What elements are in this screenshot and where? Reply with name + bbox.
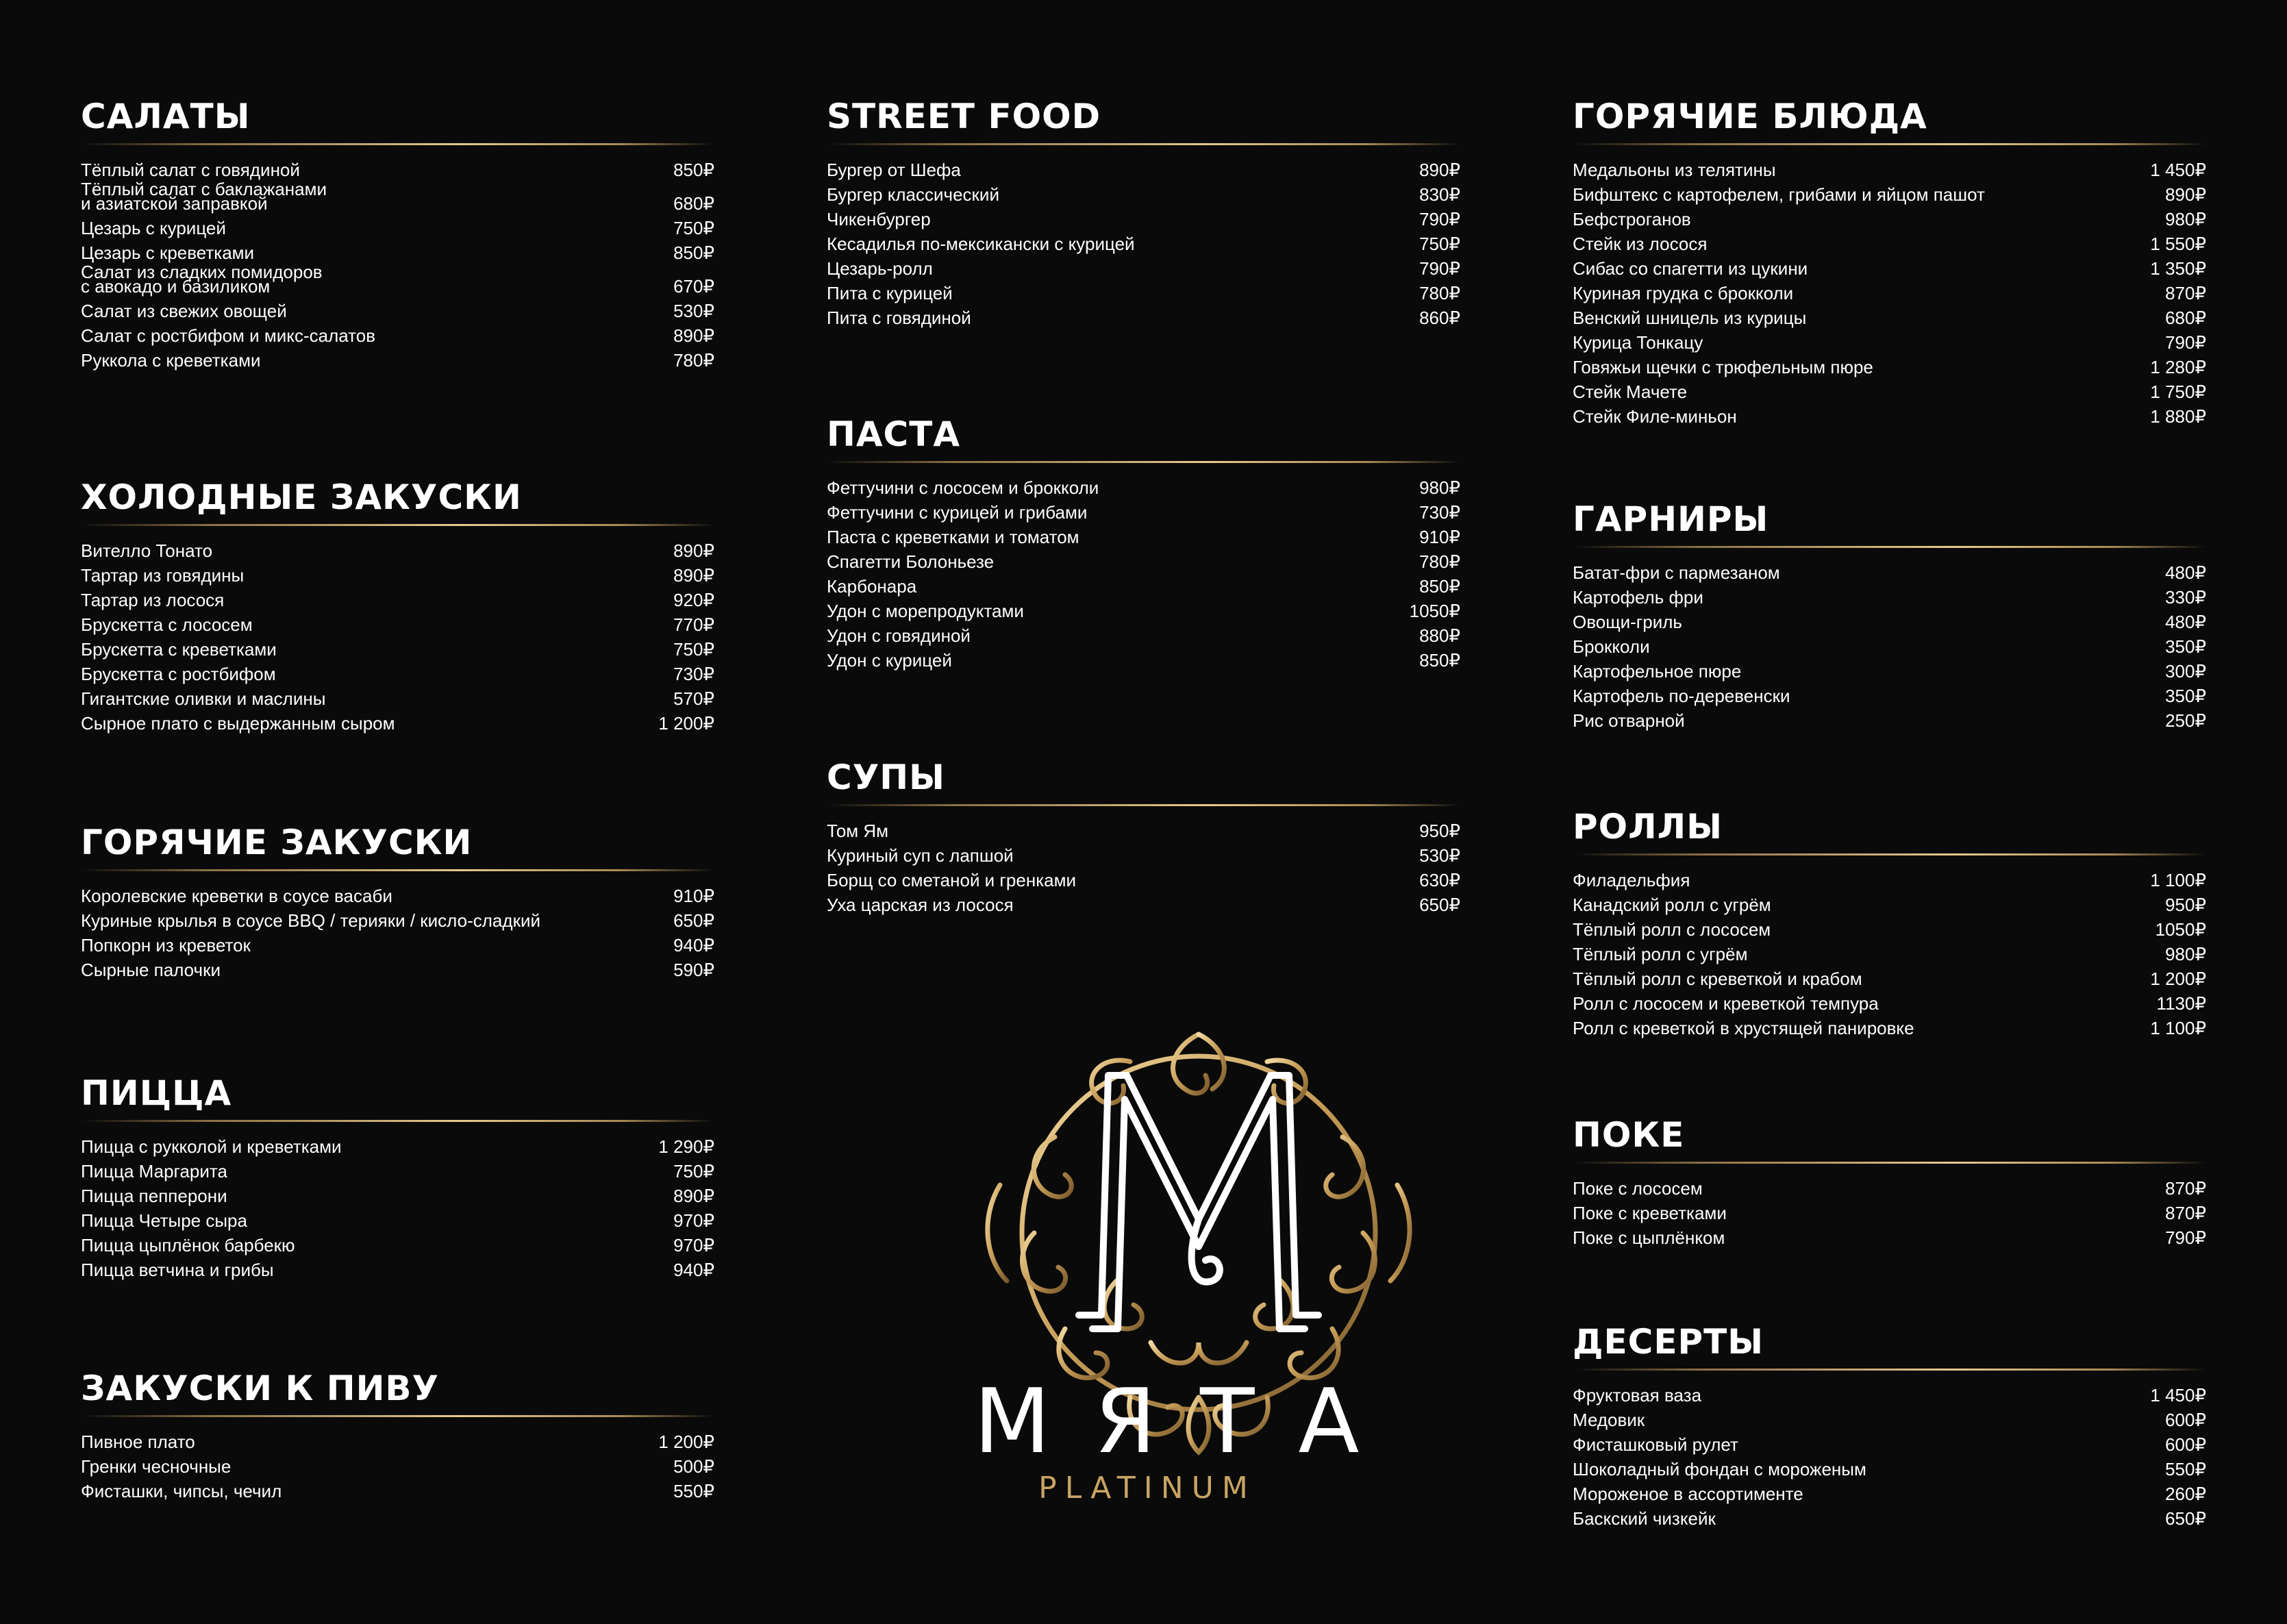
menu-item-name: Куриный суп с лапшой <box>827 845 1014 866</box>
menu-item-name: Бургер классический <box>827 184 999 205</box>
section-divider <box>81 524 714 526</box>
menu-item <box>81 884 714 908</box>
menu-item <box>1573 182 2206 207</box>
menu-item <box>1573 610 2206 634</box>
menu-item-name: Филадельфия <box>1573 870 1690 890</box>
section-title: ПИЦЦА <box>81 1073 232 1113</box>
menu-item-price: 530₽ <box>673 301 714 321</box>
menu-item-price: 950₽ <box>1419 821 1460 841</box>
menu-item-name: Бефстроганов <box>1573 209 1691 229</box>
brand-subtitle: PLATINUM <box>1038 1471 1256 1506</box>
section-title: ПОКЕ <box>1573 1115 1685 1155</box>
menu-item-name: Бургер от Шефа <box>827 160 961 180</box>
menu-item-name: Удон с курицей <box>827 650 952 671</box>
menu-item <box>1573 330 2206 355</box>
menu-item <box>1573 585 2206 610</box>
menu-item <box>81 538 714 563</box>
menu-item-price: 860₽ <box>1419 308 1460 328</box>
menu-item <box>827 305 1460 330</box>
menu-item-price: 890₽ <box>673 540 714 561</box>
menu-item <box>1573 281 2206 305</box>
menu-section <box>1573 806 2206 1040</box>
menu-item-name: Стейк Филе-миньон <box>1573 406 1737 427</box>
menu-item-name: Пицца с рукколой и креветками <box>81 1136 342 1157</box>
menu-item-price: 550₽ <box>673 1481 714 1501</box>
menu-item <box>81 1454 714 1479</box>
menu-item <box>1573 1383 2206 1408</box>
menu-item <box>81 612 714 637</box>
menu-item <box>1573 966 2206 991</box>
menu-item-price: 790₽ <box>2165 332 2206 353</box>
menu-item-price: 750₽ <box>673 218 714 238</box>
menu-item <box>1573 256 2206 281</box>
menu-section <box>827 414 1460 673</box>
menu-item-name: Карбонара <box>827 576 917 597</box>
menu-item-price: 910₽ <box>1419 527 1460 547</box>
menu-item-price: 1 290₽ <box>658 1136 714 1157</box>
menu-item-name: Гигантские оливки и маслины <box>81 688 326 709</box>
menu-item <box>1573 560 2206 585</box>
section-title: РОЛЛЫ <box>1573 807 1723 847</box>
menu-section <box>827 757 1460 917</box>
menu-item-name: Цезарь с креветками <box>81 242 255 263</box>
menu-item-name: Пицца ветчина и грибы <box>81 1260 274 1280</box>
section-title: САЛАТЫ <box>81 97 251 136</box>
menu-item-name: Медальоны из телятины <box>1573 160 1776 180</box>
menu-item-name: Венский шницель из курицы <box>1573 308 1807 328</box>
menu-section <box>1573 1321 2206 1531</box>
menu-item-price: 750₽ <box>673 1161 714 1182</box>
menu-item <box>827 475 1460 500</box>
menu-item-name: Мороженое в ассортименте <box>1573 1484 1803 1504</box>
menu-section <box>81 1368 714 1503</box>
menu-item-name: Феттучини с лососем и брокколи <box>827 477 1099 498</box>
menu-item <box>1573 991 2206 1016</box>
menu-item-name: Куриная грудка с брокколи <box>1573 283 1794 303</box>
menu-item-price: 1050₽ <box>2155 919 2206 940</box>
menu-item-price: 650₽ <box>673 910 714 931</box>
menu-item-price: 350₽ <box>2165 686 2206 706</box>
menu-item-name: Том Ям <box>827 821 889 841</box>
menu-item-name: Тёплый ролл с креветкой и крабом <box>1573 969 1862 989</box>
menu-item-name: Гренки чесночные <box>81 1456 232 1477</box>
menu-item-name: Овощи-гриль <box>1573 612 1682 632</box>
section-title: ЗАКУСКИ К ПИВУ <box>81 1369 440 1408</box>
menu-item-name: Тёплый салат с говядиной <box>81 160 300 180</box>
menu-item-name: Сырное плато с выдержанным сыром <box>81 713 395 734</box>
menu-item <box>827 256 1460 281</box>
menu-item <box>81 958 714 982</box>
menu-item-name: Поке с лососем <box>1573 1178 1703 1199</box>
menu-item-price: 750₽ <box>673 639 714 660</box>
menu-item-price: 780₽ <box>1419 283 1460 303</box>
menu-item-name: Попкорн из креветок <box>81 935 251 955</box>
menu-item-name: Курица Тонкацу <box>1573 332 1703 353</box>
menu-item-name: Брускетта с креветками <box>81 639 277 660</box>
menu-item <box>81 637 714 662</box>
menu-item <box>1573 355 2206 379</box>
section-title: ГОРЯЧИЕ ЗАКУСКИ <box>81 823 473 862</box>
menu-item-price: 1 200₽ <box>658 713 714 734</box>
menu-item-price: 780₽ <box>673 350 714 371</box>
menu-item-name: Медовик <box>1573 1410 1645 1430</box>
menu-item-name: Баскский чизкейк <box>1573 1508 1716 1529</box>
menu-item-name: Пита с говядиной <box>827 308 971 328</box>
menu-section <box>81 1073 714 1282</box>
menu-item-name: Чикенбургер <box>827 209 931 229</box>
menu-item-price: 570₽ <box>673 688 714 709</box>
menu-item-price: 890₽ <box>2165 184 2206 205</box>
menu-item <box>1573 1016 2206 1040</box>
menu-item <box>1573 305 2206 330</box>
menu-item-name: Картофельное пюре <box>1573 661 1742 682</box>
menu-item <box>1573 1225 2206 1250</box>
menu-item-name: Стейк Мачете <box>1573 382 1688 402</box>
menu-item-price: 480₽ <box>2165 612 2206 632</box>
brand-name: МЯТА <box>973 1369 1403 1473</box>
menu-item-name: Ролл с лососем и креветкой темпура <box>1573 993 1879 1014</box>
menu-item <box>1573 942 2206 966</box>
menu-item <box>81 179 714 216</box>
menu-item-price: 600₽ <box>2165 1434 2206 1455</box>
menu-item <box>827 182 1460 207</box>
menu-item <box>827 892 1460 917</box>
menu-item <box>1573 1432 2206 1457</box>
menu-item <box>81 216 714 240</box>
menu-item-price: 730₽ <box>1419 502 1460 523</box>
menu-item-price: 790₽ <box>1419 258 1460 279</box>
menu-item-name: Тартар из лосося <box>81 590 225 610</box>
menu-item-price: 1 100₽ <box>2150 1018 2206 1038</box>
menu-item <box>1573 379 2206 404</box>
menu-item <box>81 686 714 711</box>
menu-item-price: 850₽ <box>673 160 714 180</box>
menu-item-name: Цезарь-ролл <box>827 258 933 279</box>
menu-item <box>1573 659 2206 684</box>
menu-item-name: Вителло Тонато <box>81 540 213 561</box>
menu-item-name: Цезарь с курицей <box>81 218 226 238</box>
menu-item <box>81 1184 714 1208</box>
menu-item-name: Батат-фри с пармезаном <box>1573 562 1780 583</box>
menu-item-name: Салат из свежих овощей <box>81 301 287 321</box>
menu-item <box>81 1233 714 1258</box>
menu-item-name: Тартар из говядины <box>81 565 245 586</box>
menu-item-price: 980₽ <box>2165 209 2206 229</box>
menu-item <box>81 323 714 348</box>
menu-item <box>827 623 1460 648</box>
menu-item-price: 890₽ <box>673 1186 714 1206</box>
menu-item-price: 1 450₽ <box>2150 160 2206 180</box>
menu-item <box>1573 868 2206 892</box>
menu-item-name: Шоколадный фондан с мороженым <box>1573 1459 1866 1479</box>
menu-item <box>1573 634 2206 659</box>
menu-item-price: 250₽ <box>2165 710 2206 731</box>
menu-item <box>81 348 714 373</box>
menu-item <box>1573 1457 2206 1482</box>
menu-item-name: Уха царская из лосося <box>827 895 1014 915</box>
menu-item <box>1573 1408 2206 1432</box>
menu-item-name: Паста с креветками и томатом <box>827 527 1079 547</box>
menu-item-price: 970₽ <box>673 1210 714 1231</box>
section-divider <box>827 461 1460 463</box>
menu-item-price: 870₽ <box>2165 1178 2206 1199</box>
menu-item-price: 330₽ <box>2165 587 2206 608</box>
menu-item-price: 770₽ <box>673 614 714 635</box>
section-divider <box>81 143 714 145</box>
menu-item-price: 670₽ <box>673 276 714 297</box>
menu-item-price: 530₽ <box>1419 845 1460 866</box>
menu-item-price: 1 100₽ <box>2150 870 2206 890</box>
menu-item-name: Брускетта с лососем <box>81 614 253 635</box>
section-title: ПАСТА <box>827 414 961 454</box>
menu-section <box>81 96 714 373</box>
section-divider <box>1573 143 2206 145</box>
menu-item-name: Сырные палочки <box>81 960 221 980</box>
menu-section <box>1573 1114 2206 1250</box>
menu-item-price: 1 450₽ <box>2150 1385 2206 1406</box>
menu-item-price: 790₽ <box>1419 209 1460 229</box>
menu-item-name: Рис отварной <box>1573 710 1685 731</box>
menu-item-name: Удон с морепродуктами <box>827 601 1024 621</box>
menu-item-price: 680₽ <box>673 193 714 214</box>
menu-item-price: 940₽ <box>673 935 714 955</box>
menu-item <box>81 1208 714 1233</box>
menu-item-price: 650₽ <box>2165 1508 2206 1529</box>
menu-item <box>81 563 714 588</box>
menu-item-name: Пицца Четыре сыра <box>81 1210 247 1231</box>
menu-item-name: Королевские креветки в соусе васаби <box>81 886 392 906</box>
menu-item <box>827 158 1460 182</box>
section-divider <box>1573 1369 2206 1371</box>
menu-item <box>1573 1176 2206 1201</box>
menu-item-name: Салат с ростбифом и микс-салатов <box>81 325 376 346</box>
menu-item-price: 790₽ <box>2165 1227 2206 1248</box>
menu-item-price: 980₽ <box>1419 477 1460 498</box>
menu-item-name: Пита с курицей <box>827 283 953 303</box>
menu-section <box>827 96 1460 330</box>
menu-section <box>1573 499 2206 733</box>
menu-item-name: Кесадилья по-мексикански с курицей <box>827 234 1135 254</box>
menu-item-name: Брускетта с ростбифом <box>81 664 276 684</box>
menu-item <box>1573 1506 2206 1531</box>
menu-item-price: 730₽ <box>673 664 714 684</box>
menu-item-name: Картофель фри <box>1573 587 1703 608</box>
menu-item-name: Канадский ролл с угрём <box>1573 895 1771 915</box>
menu-item-name: Говяжьи щечки с трюфельным пюре <box>1573 357 1873 377</box>
menu-item <box>827 500 1460 525</box>
menu-item-name: Ролл с креветкой в хрустящей панировке <box>1573 1018 1914 1038</box>
menu-item-price: 480₽ <box>2165 562 2206 583</box>
menu-item-price: 650₽ <box>1419 895 1460 915</box>
menu-item <box>81 908 714 933</box>
section-divider <box>81 1120 714 1122</box>
menu-item-price: 1 200₽ <box>2150 969 2206 989</box>
menu-item <box>1573 207 2206 232</box>
menu-item-name: Спагетти Болоньезе <box>827 551 995 572</box>
menu-item <box>1573 708 2206 733</box>
menu-item-name: Феттучини с курицей и грибами <box>827 502 1088 523</box>
menu-item-name: Куриные крылья в соусе BBQ / терияки / кисло-сладкий <box>81 910 540 931</box>
section-divider <box>1573 853 2206 855</box>
menu-item <box>827 525 1460 549</box>
section-divider <box>827 143 1460 145</box>
menu-item-name: Удон с говядиной <box>827 625 971 646</box>
section-title: ХОЛОДНЫЕ ЗАКУСКИ <box>81 477 522 517</box>
menu-item-price: 1 550₽ <box>2150 234 2206 254</box>
menu-item-name: Пицца пепперони <box>81 1186 227 1206</box>
menu-item-price: 1 200₽ <box>658 1432 714 1452</box>
section-title: ГАРНИРЫ <box>1573 499 1769 539</box>
menu-item-name: Пицца цыплёнок барбекю <box>81 1235 295 1256</box>
menu-item-price: 750₽ <box>1419 234 1460 254</box>
menu-item <box>827 232 1460 256</box>
menu-item <box>1573 1482 2206 1506</box>
menu-item-name: Бифштекс с картофелем, грибами и яйцом пашот <box>1573 184 1985 205</box>
menu-item-price: 590₽ <box>673 960 714 980</box>
menu-item-price: 830₽ <box>1419 184 1460 205</box>
menu-item <box>1573 1201 2206 1225</box>
section-title: ДЕСЕРТЫ <box>1573 1322 1764 1362</box>
menu-section <box>1573 96 2206 429</box>
menu-item-price: 850₽ <box>673 242 714 263</box>
menu-item-name: Фисташковый рулет <box>1573 1434 1738 1455</box>
menu-item <box>81 711 714 736</box>
menu-item-price: 300₽ <box>2165 661 2206 682</box>
menu-item-price: 260₽ <box>2165 1484 2206 1504</box>
menu-item-price: 850₽ <box>1419 576 1460 597</box>
menu-item <box>827 281 1460 305</box>
menu-item-name: Борщ со сметаной и гренками <box>827 870 1076 890</box>
menu-item-name: Салат из сладких помидоров с авокадо и базиликом <box>81 262 323 297</box>
menu-item-price: 880₽ <box>1419 625 1460 646</box>
menu-item-name: Тёплый салат с баклажанами и азиатской заправкой <box>81 179 327 214</box>
menu-item-name: Тёплый ролл с лососем <box>1573 919 1771 940</box>
section-divider <box>81 869 714 871</box>
section-title: STREET FOOD <box>827 97 1101 136</box>
menu-item-price: 950₽ <box>2165 895 2206 915</box>
menu-item-price: 970₽ <box>673 1235 714 1256</box>
menu-item-price: 870₽ <box>2165 1203 2206 1223</box>
menu-item <box>1573 917 2206 942</box>
menu-item <box>81 1479 714 1503</box>
section-divider <box>1573 546 2206 548</box>
menu-item-price: 780₽ <box>1419 551 1460 572</box>
menu-item-price: 870₽ <box>2165 283 2206 303</box>
section-title: СУПЫ <box>827 758 945 797</box>
menu-item-price: 890₽ <box>673 325 714 346</box>
menu-item-price: 940₽ <box>673 1260 714 1280</box>
menu-item <box>827 549 1460 574</box>
menu-item-name: Пивное плато <box>81 1432 195 1452</box>
menu-item-name: Поке с креветками <box>1573 1203 1727 1223</box>
menu-item-price: 1 350₽ <box>2150 258 2206 279</box>
menu-item-price: 1 880₽ <box>2150 406 2206 427</box>
menu-item-price: 1130₽ <box>2156 993 2206 1014</box>
menu-item <box>81 299 714 323</box>
menu-item-price: 980₽ <box>2165 944 2206 964</box>
menu-item-price: 500₽ <box>673 1456 714 1477</box>
menu-item-name: Стейк из лосося <box>1573 234 1708 254</box>
menu-item-price: 550₽ <box>2165 1459 2206 1479</box>
menu-item-price: 890₽ <box>673 565 714 586</box>
menu-item <box>827 843 1460 868</box>
menu-item <box>81 588 714 612</box>
menu-item <box>827 574 1460 599</box>
menu-section <box>81 477 714 736</box>
menu-item <box>827 648 1460 673</box>
menu-item <box>827 207 1460 232</box>
menu-item <box>1573 684 2206 708</box>
menu-item <box>1573 232 2206 256</box>
section-divider <box>81 1415 714 1417</box>
menu-item-name: Пицца Маргарита <box>81 1161 227 1182</box>
menu-item-name: Сибас со спагетти из цукини <box>1573 258 1808 279</box>
menu-item <box>827 599 1460 623</box>
section-divider <box>1573 1162 2206 1164</box>
menu-item-price: 910₽ <box>673 886 714 906</box>
section-title: ГОРЯЧИЕ БЛЮДА <box>1573 97 1927 136</box>
menu-item-price: 600₽ <box>2165 1410 2206 1430</box>
menu-item-name: Фруктовая ваза <box>1573 1385 1702 1406</box>
menu-item <box>81 662 714 686</box>
menu-item-price: 1 280₽ <box>2150 357 2206 377</box>
menu-item-price: 890₽ <box>1419 160 1460 180</box>
menu-item-name: Брокколи <box>1573 636 1650 657</box>
section-divider <box>827 804 1460 806</box>
menu-item <box>1573 892 2206 917</box>
menu-section <box>81 822 714 982</box>
menu-item-name: Фисташки, чипсы, чечил <box>81 1481 282 1501</box>
menu-item-name: Картофель по-деревенски <box>1573 686 1790 706</box>
menu-item-name: Руккола с креветками <box>81 350 261 371</box>
menu-item-price: 350₽ <box>2165 636 2206 657</box>
menu-item <box>81 262 714 299</box>
menu-item-price: 920₽ <box>673 590 714 610</box>
menu-item <box>1573 404 2206 429</box>
menu-item-price: 850₽ <box>1419 650 1460 671</box>
menu-item <box>1573 158 2206 182</box>
menu-item <box>81 1159 714 1184</box>
menu-item <box>81 1134 714 1159</box>
menu-item <box>81 1258 714 1282</box>
menu-item-name: Тёплый ролл с угрём <box>1573 944 1748 964</box>
menu-item-price: 1050₽ <box>1409 601 1460 621</box>
menu-item <box>81 1429 714 1454</box>
menu-item-price: 630₽ <box>1419 870 1460 890</box>
menu-item <box>81 933 714 958</box>
menu-item-price: 1 750₽ <box>2150 382 2206 402</box>
menu-item-name: Поке с цыплёнком <box>1573 1227 1725 1248</box>
menu-item <box>827 819 1460 843</box>
menu-item <box>827 868 1460 892</box>
menu-item-price: 680₽ <box>2165 308 2206 328</box>
